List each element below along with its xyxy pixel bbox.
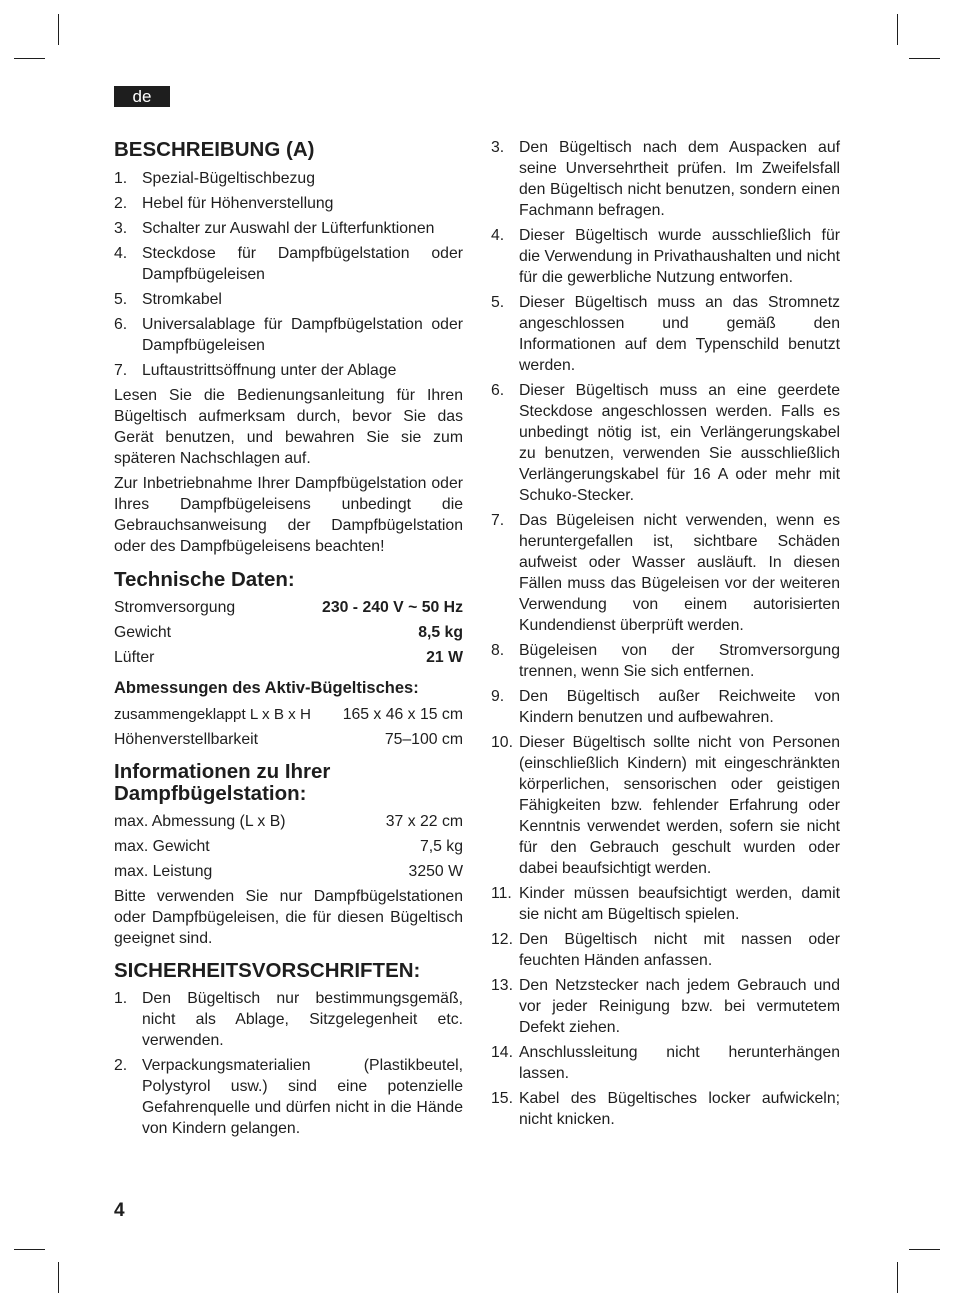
info-row: [114, 811, 463, 832]
info-value: 37 x 22 cm: [385, 813, 463, 830]
item-text: Stromkabel: [142, 291, 222, 308]
item-text: Steckdose für Dampfbügelstation oder Dampfbügeleisen: [142, 245, 463, 283]
list-item: [491, 929, 840, 971]
item-number: 12.: [491, 931, 513, 948]
item-number: 5.: [114, 291, 128, 308]
item-number: 8.: [491, 642, 505, 659]
section-title-beschreibung: BESCHREIBUNG (A): [114, 138, 315, 161]
dimension-label: Höhenverstellbarkeit: [114, 731, 259, 748]
item-text: Den Netzstecker nach jedem Gebrauch und vor jeder Reinigung bzw. bei vermutetem Defekt ziehen.: [519, 977, 840, 1036]
item-text: Den Bügeltisch nur bestimmungsgemäß, nicht als Ablage, Sitzgelegenheit etc. verwenden.: [142, 990, 463, 1049]
item-number: 1.: [114, 170, 128, 187]
spec-value: 230 - 240 V ~ 50 Hz: [322, 599, 463, 616]
item-text: Den Bügeltisch außer Reichweite von Kindern benutzen und aufbewahren.: [519, 688, 840, 726]
item-number: 11.: [491, 885, 512, 902]
item-number: 4.: [491, 227, 505, 244]
spec-row: [114, 647, 463, 668]
item-number: 10.: [491, 734, 513, 751]
item-number: 14.: [491, 1044, 513, 1061]
spec-value: 8,5 kg: [418, 624, 463, 641]
item-number: 9.: [491, 688, 505, 705]
list-item: [491, 380, 840, 506]
intro-paragraph: Zur Inbetriebnahme Ihrer Dampfbügelstation oder Ihres Dampfbügeleisens unbedingt die Gebrauchsanweisung der Dampfbügelstation oder des Dampfbügeleisens beachten!: [114, 475, 463, 555]
safety-list-right: [491, 137, 840, 1130]
item-number: 3.: [114, 220, 128, 237]
crop-mark: [58, 14, 59, 45]
list-item: [114, 1055, 463, 1139]
list-item: [114, 314, 463, 356]
subsection-title-abmessungen: Abmessungen des Aktiv-Bügeltisches:: [114, 679, 419, 697]
list-item: [491, 975, 840, 1038]
info-row: [114, 861, 463, 882]
item-text: Anschlussleitung nicht herunterhängen lassen.: [519, 1044, 840, 1082]
crop-mark: [897, 1262, 898, 1293]
item-text: Schalter zur Auswahl der Lüfterfunktionen: [142, 220, 435, 237]
list-item: [491, 225, 840, 288]
item-number: 2.: [114, 195, 128, 212]
dimension-value: 75–100 cm: [384, 731, 463, 748]
list-item: [491, 1088, 840, 1130]
item-text: Spezial-Bügeltischbezug: [142, 170, 315, 187]
spec-label: Gewicht: [114, 624, 172, 641]
crop-mark: [14, 1249, 45, 1250]
section-title-informationen: [114, 761, 463, 805]
item-text: Kinder müssen beaufsichtigt werden, damit sie nicht am Bügeltisch spielen.: [519, 885, 840, 923]
list-item: [491, 292, 840, 376]
item-text: Hebel für Höhenverstellung: [142, 195, 334, 212]
list-item: [491, 1042, 840, 1084]
crop-mark: [909, 58, 940, 59]
dimension-label: zusammengeklappt L x B x H: [114, 706, 311, 723]
list-item: [491, 137, 840, 221]
info-label: max. Abmessung (L x B): [114, 813, 286, 830]
list-item: [114, 360, 463, 381]
crop-mark: [909, 1249, 940, 1250]
list-item: [114, 243, 463, 285]
crop-mark: [58, 1262, 59, 1293]
item-number: 1.: [114, 990, 128, 1007]
item-text: Dieser Bügeltisch sollte nicht von Personen (einschließlich Kindern) mit eingeschränkten körperlichen, sensorischen oder geistigen Fähigkeiten bzw. fehlender Erfahrung oder Kenntnis verwendet werden, sofern sie nicht für den Gebrauch geschult wurden oder dabei beaufsichtigt werden.: [519, 734, 840, 877]
item-text: Dieser Bügeltisch wurde ausschließlich für die Verwendung in Privathaushalten und nicht für die gewerbliche Nutzung entworfen.: [519, 227, 840, 286]
list-item: [114, 289, 463, 310]
list-item: [114, 218, 463, 239]
list-item: [491, 686, 840, 728]
spec-label: Stromversorgung: [114, 599, 236, 616]
list-item: [114, 168, 463, 189]
item-number: 13.: [491, 977, 513, 994]
item-number: 7.: [114, 362, 128, 379]
spec-label: Lüfter: [114, 649, 155, 666]
right-column: [491, 137, 840, 1134]
spec-row: [114, 622, 463, 643]
item-number: 2.: [114, 1057, 128, 1074]
dimension-row: [114, 704, 463, 725]
item-number: 3.: [491, 139, 505, 156]
left-column: [114, 137, 463, 1143]
item-text: Luftaustrittsöffnung unter der Ablage: [142, 362, 397, 379]
list-item: [491, 640, 840, 682]
info-paragraph: Bitte verwenden Sie nur Dampfbügelstationen oder Dampfbügeleisen, die für diesen Bügeltisch geeignet sind.: [114, 888, 463, 947]
item-text: Dieser Bügeltisch muss an das Stromnetz angeschlossen und gemäß den Informationen auf dem Typenschild benutzt werden.: [519, 294, 840, 374]
info-label: max. Gewicht: [114, 838, 210, 855]
page-number: 4: [114, 1200, 125, 1221]
description-list: [114, 168, 463, 381]
title-line: Dampfbügelstation:: [114, 782, 307, 805]
crop-mark: [897, 14, 898, 45]
section-title-technische-daten: Technische Daten:: [114, 568, 295, 591]
list-item: [491, 510, 840, 636]
item-text: Kabel des Bügeltisches locker aufwickeln; nicht knicken.: [519, 1090, 840, 1128]
list-item: [491, 732, 840, 879]
spec-value: 21 W: [426, 649, 463, 666]
item-text: Das Bügeleisen nicht verwenden, wenn es heruntergefallen ist, sichtbare Schäden aufweist oder Wasser ausläuft. In diesen Fällen muss das Bügeleisen vor der weiteren Verwendung von einem autorisierten Kundendienst überprüft werden.: [519, 512, 840, 634]
info-label: max. Leistung: [114, 863, 213, 880]
safety-list-left: [114, 988, 463, 1139]
crop-mark: [14, 58, 45, 59]
item-number: 4.: [114, 245, 128, 262]
item-text: Dieser Bügeltisch muss an eine geerdete Steckdose angeschlossen werden. Falls es unbedingt nötig ist, ein Verlängerungskabel zu benutzen, verwenden Sie ausschließlich Verlängerungskabel für 16 A oder mehr mit Schuko-Stecker.: [519, 382, 840, 504]
list-item: [114, 193, 463, 214]
title-line: Informationen zu Ihrer: [114, 760, 331, 783]
spec-row: [114, 597, 463, 618]
intro-paragraph: Lesen Sie die Bedienungsanleitung für Ihren Bügeltisch aufmerksam durch, bevor Sie das Gerät benutzen, und bewahren Sie sie zum späteren Nachschlagen auf.: [114, 387, 463, 467]
dimension-row: [114, 729, 463, 750]
section-title-sicherheit: SICHERHEITSVORSCHRIFTEN:: [114, 959, 421, 982]
item-number: 15.: [491, 1090, 513, 1107]
item-number: 6.: [491, 382, 505, 399]
dimension-value: 165 x 46 x 15 cm: [342, 706, 463, 723]
language-badge: de: [114, 86, 170, 107]
item-text: Bügeleisen von der Stromversorgung trennen, wenn Sie sich entfernen.: [519, 642, 840, 680]
item-number: 7.: [491, 512, 505, 529]
list-item: [491, 883, 840, 925]
info-row: [114, 836, 463, 857]
info-value: 7,5 kg: [419, 838, 463, 855]
item-number: 6.: [114, 316, 128, 333]
item-text: Den Bügeltisch nicht mit nassen oder feuchten Händen anfassen.: [519, 931, 840, 969]
item-number: 5.: [491, 294, 505, 311]
info-value: 3250 W: [408, 863, 463, 880]
list-item: [114, 988, 463, 1051]
item-text: Verpackungsmaterialien (Plastikbeutel, Polystyrol usw.) sind eine potenzielle Gefahrenquelle und dürfen nicht in die Hände von Kindern gelangen.: [142, 1057, 463, 1137]
item-text: Den Bügeltisch nach dem Auspacken auf seine Unversehrtheit prüfen. Im Zweifelsfall den Bügeltisch nicht benutzen, sondern einen Fachmann befragen.: [519, 139, 840, 219]
item-text: Universalablage für Dampfbügelstation oder Dampfbügeleisen: [142, 316, 463, 354]
